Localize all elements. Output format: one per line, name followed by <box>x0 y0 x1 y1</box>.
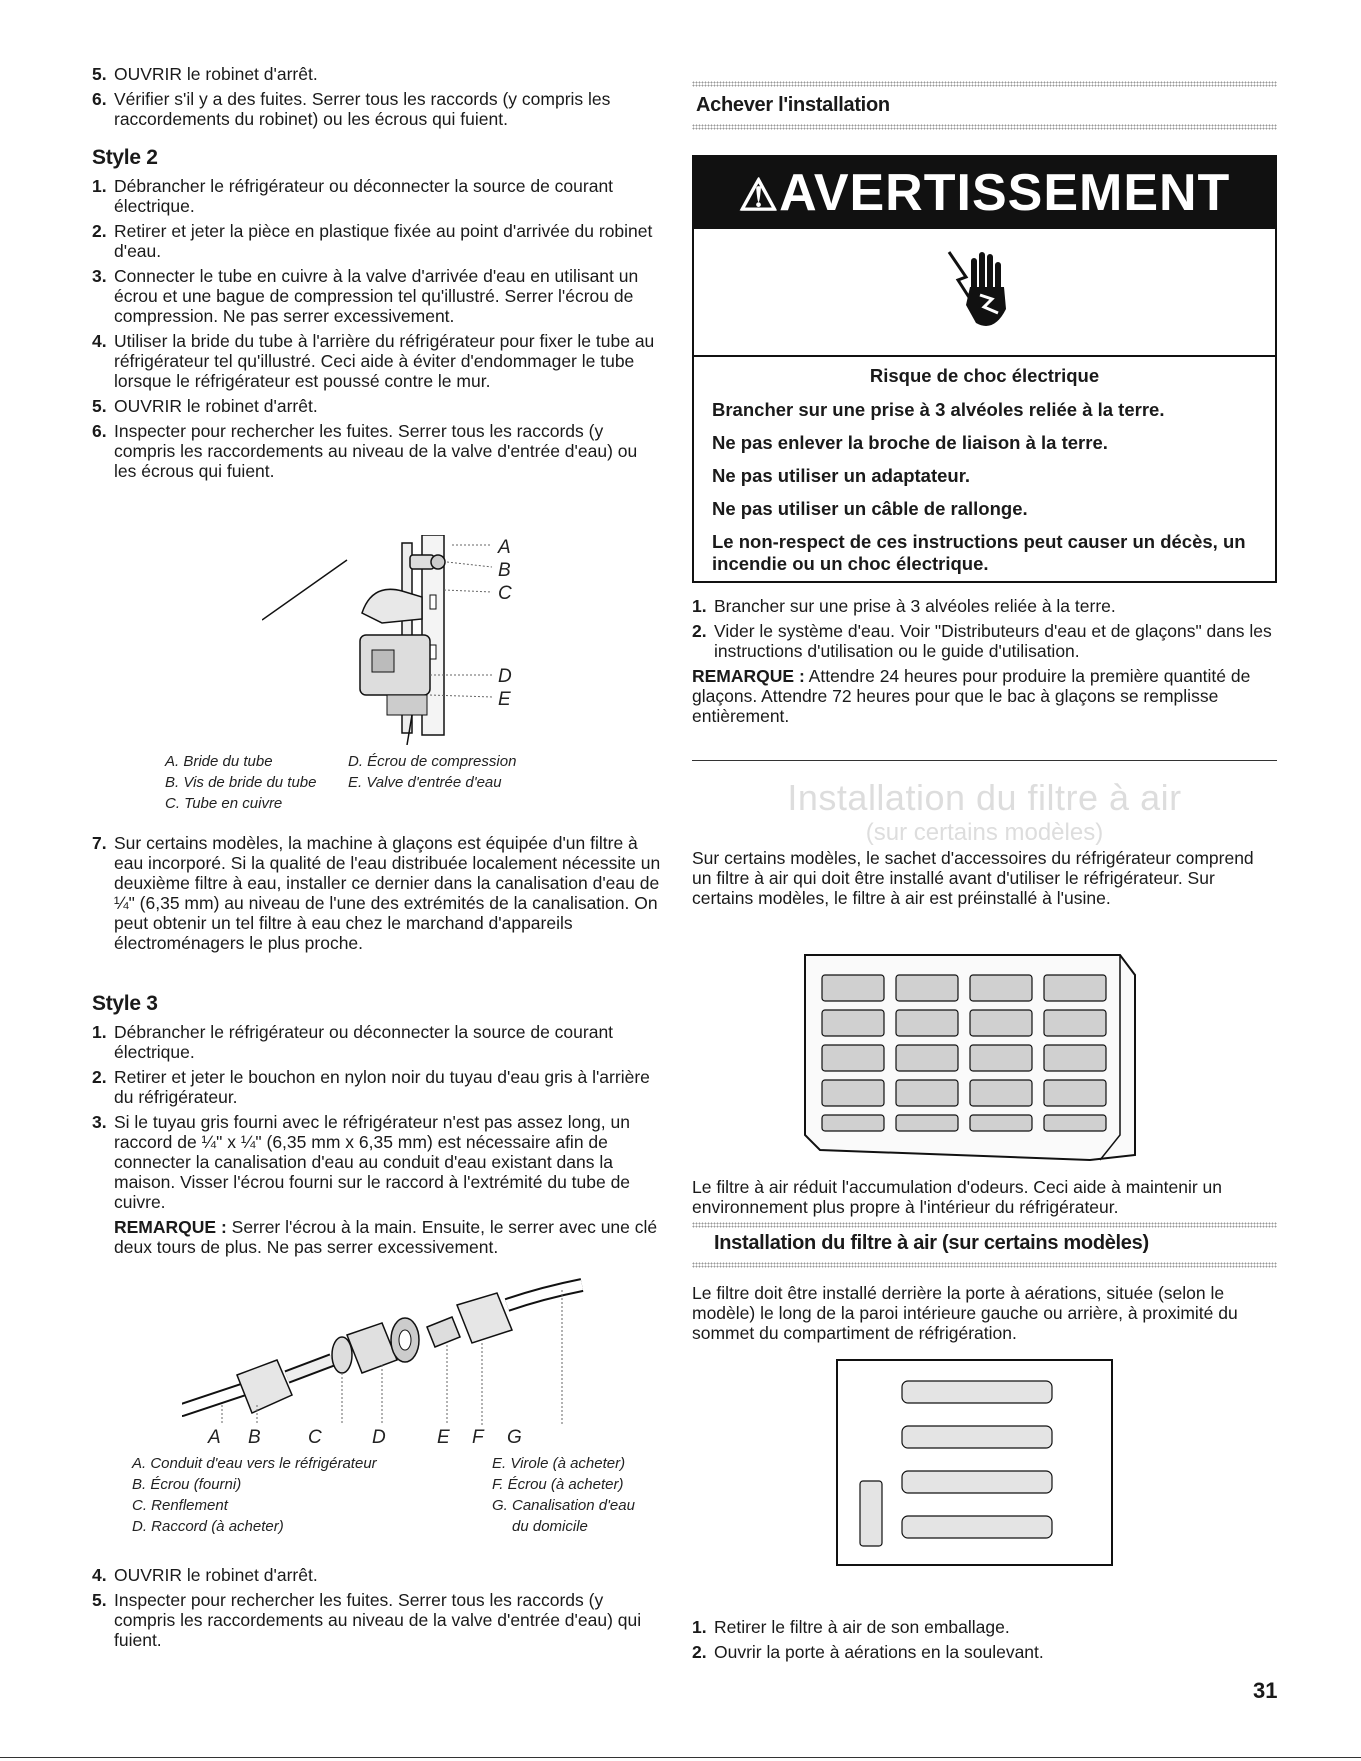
step-item: 2. Retirer et jeter la pièce en plastique fixée au point d'arrivée du robinet d'eau. <box>92 221 653 261</box>
fig-label-a: A <box>498 537 511 558</box>
warning-icon-area <box>694 229 1275 357</box>
style3-heading: Style 3 <box>92 992 158 1015</box>
step-item: 1. Débrancher le réfrigérateur ou déconnecter la source de courant électrique. <box>92 1022 614 1062</box>
divider <box>692 760 1277 761</box>
step-item: 3. Si le tuyau gris fourni avec le réfrigérateur n'est pas assez long, un raccord de ¼" x ¼" (6,35 mm x 6,35 mm) est nécessaire afin de connecter la canalisation d'eau au conduit d'eau existant dans la maison. Visser l'écrou fourni sur le raccord à l'extrémité du tube de cuivre. <box>92 1112 631 1212</box>
fig-label-c: C <box>308 1427 322 1445</box>
valve-illustration <box>262 535 582 745</box>
fig-label-f: F <box>472 1427 484 1445</box>
page-number: 31 <box>1253 1678 1278 1703</box>
step-item: 1. Retirer le filtre à air de son emballage. <box>692 1617 1010 1637</box>
step-item: 5. Inspecter pour rechercher les fuites. Serrer tous les raccords (y compris les raccordements au niveau de la valve d'entrée d'eau) qui fuient. <box>92 1590 642 1650</box>
step-7 <box>92 833 662 958</box>
step-item: 5. OUVRIR le robinet d'arrêt. <box>92 396 318 416</box>
step-item: 3. Connecter le tube en cuivre à la valve d'arrivée d'eau en utilisant un écrou et une bague de compression tel qu'illustré. Serrer l'écrou de compression. Ne pas serrer excessivement. <box>92 266 639 326</box>
fig-label-b: B <box>248 1427 261 1445</box>
fig-label-c: C <box>498 583 512 604</box>
remarque-note: REMARQUE : Attendre 24 heures pour produire la première quantité de glaçons. Attendre 72 heures pour que le bac à glaçons se remplisse entièrement. <box>692 666 1251 726</box>
step-item: 1. Débrancher le réfrigérateur ou déconnecter la source de courant électrique. <box>92 176 614 216</box>
divider <box>692 124 1277 130</box>
air-filter-illustration <box>800 945 1160 1170</box>
electrical-shock-hazard-icon <box>944 247 1024 337</box>
warning-text: Risque de choc électrique Brancher sur une prise à 3 alvéoles reliée à la terre. Ne pas enlever la broche de liaison à la terre. Ne pas utiliser un adaptateur. Ne pas utiliser un câble de rallonge. Le non-respect de ces instructions peut causer un décès, un incendie ou un choc électrique. <box>712 365 1246 574</box>
air-filter-title: Installation du filtre à air <box>787 777 1182 818</box>
warning-title: ⚠AVERTISSEMENT <box>694 157 1275 229</box>
air-filter-benefit: Le filtre à air réduit l'accumulation d'odeurs. Ceci aide à maintenir un environnement plus propre à l'intérieur du réfrigérateur. <box>692 1177 1223 1217</box>
final-steps <box>692 596 1277 726</box>
divider <box>692 81 1277 87</box>
top-steps <box>92 64 662 134</box>
air-filter-subtitle: (sur certains modèles) <box>865 819 1104 846</box>
air-filter-intro: Sur certains modèles, le sachet d'accessoires du réfrigérateur comprend un filtre à air qui doit être installé avant d'utiliser le réfrigérateur. Sur certains modèles, le filtre à air est préinstallé à l'usine. <box>692 848 1254 908</box>
filter-steps <box>692 1617 1277 1667</box>
fig-label-d: D <box>498 666 512 687</box>
step-item: 1. Brancher sur une prise à 3 alvéoles reliée à la terre. <box>692 596 1116 616</box>
step-item: 4. Utiliser la bride du tube à l'arrière du réfrigérateur pour fixer le tube au réfrigérateur tel qu'illustré. Ceci aide à éviter d'endommager le tube lorsque le réfrigérateur est poussé contre le mur. <box>92 331 655 391</box>
divider <box>692 1262 1277 1268</box>
filter-location-text: Le filtre doit être installé derrière la porte à aérations, située (selon le modèle) le long de la paroi intérieure gauche ou arrière, à proximité du sommet du compartiment de réfrigération. <box>692 1283 1238 1343</box>
step-item: 6. Inspecter pour rechercher les fuites. Serrer tous les raccords (y compris les raccordements au niveau de la valve d'entrée d'eau) ou les écrous qui fuient. <box>92 421 638 481</box>
style3-section <box>92 992 662 1257</box>
step-item: 2. Ouvrir la porte à aérations en la soulevant. <box>692 1642 1044 1662</box>
step-item: 4. OUVRIR le robinet d'arrêt. <box>92 1565 318 1585</box>
fig-label-d: D <box>372 1427 386 1445</box>
section-heading: Achever l'installation <box>696 94 890 116</box>
remarque-note: REMARQUE : Serrer l'écrou à la main. Ensuite, le serrer avec une clé deux tours de plus. Ne pas serrer excessivement. <box>114 1217 658 1257</box>
step-item: 7. Sur certains modèles, la machine à glaçons est équipée d'un filtre à eau incorporé. Si la qualité de l'eau distribuée localement nécessite un deuxième filtre à eau, installer ce dernier dans la canalisation d'eau de ¼" (6,35 mm) au niveau de l'une des extrémités de la canalisation. On peut obtenir un tel filtre à eau chez le marchand d'appareils électroménagers le plus proche. <box>92 833 661 953</box>
style2-heading: Style 2 <box>92 146 158 169</box>
vent-door-illustration <box>832 1356 1122 1571</box>
fittings-illustration <box>182 1265 632 1445</box>
step-item: 2. Retirer et jeter le bouchon en nylon noir du tuyau d'eau gris à l'arrière du réfrigérateur. <box>92 1067 650 1107</box>
divider <box>692 1222 1277 1228</box>
section-heading: Installation du filtre à air (sur certains modèles) <box>714 1232 1149 1254</box>
fig-label-e: E <box>498 689 511 710</box>
fig-label-g: G <box>507 1427 522 1445</box>
fig-label-b: B <box>498 560 511 581</box>
fig-label-a: A <box>208 1427 221 1445</box>
page-bottom-rule <box>0 1757 1361 1758</box>
step-item: 6. Vérifier s'il y a des fuites. Serrer tous les raccords (y compris les raccordements du robinet) ou les écrous qui fuient. <box>92 89 611 129</box>
bottom-steps <box>92 1565 662 1655</box>
warning-box <box>692 155 1277 583</box>
step-item: 5. OUVRIR le robinet d'arrêt. <box>92 64 318 84</box>
style2-section <box>92 146 662 486</box>
step-item: 2. Vider le système d'eau. Voir "Distributeurs d'eau et de glaçons" dans les instructions d'utilisation ou le guide d'utilisation. <box>692 621 1272 661</box>
warning-triangle-icon: ⚠ <box>738 171 780 220</box>
fig-label-e: E <box>437 1427 450 1445</box>
